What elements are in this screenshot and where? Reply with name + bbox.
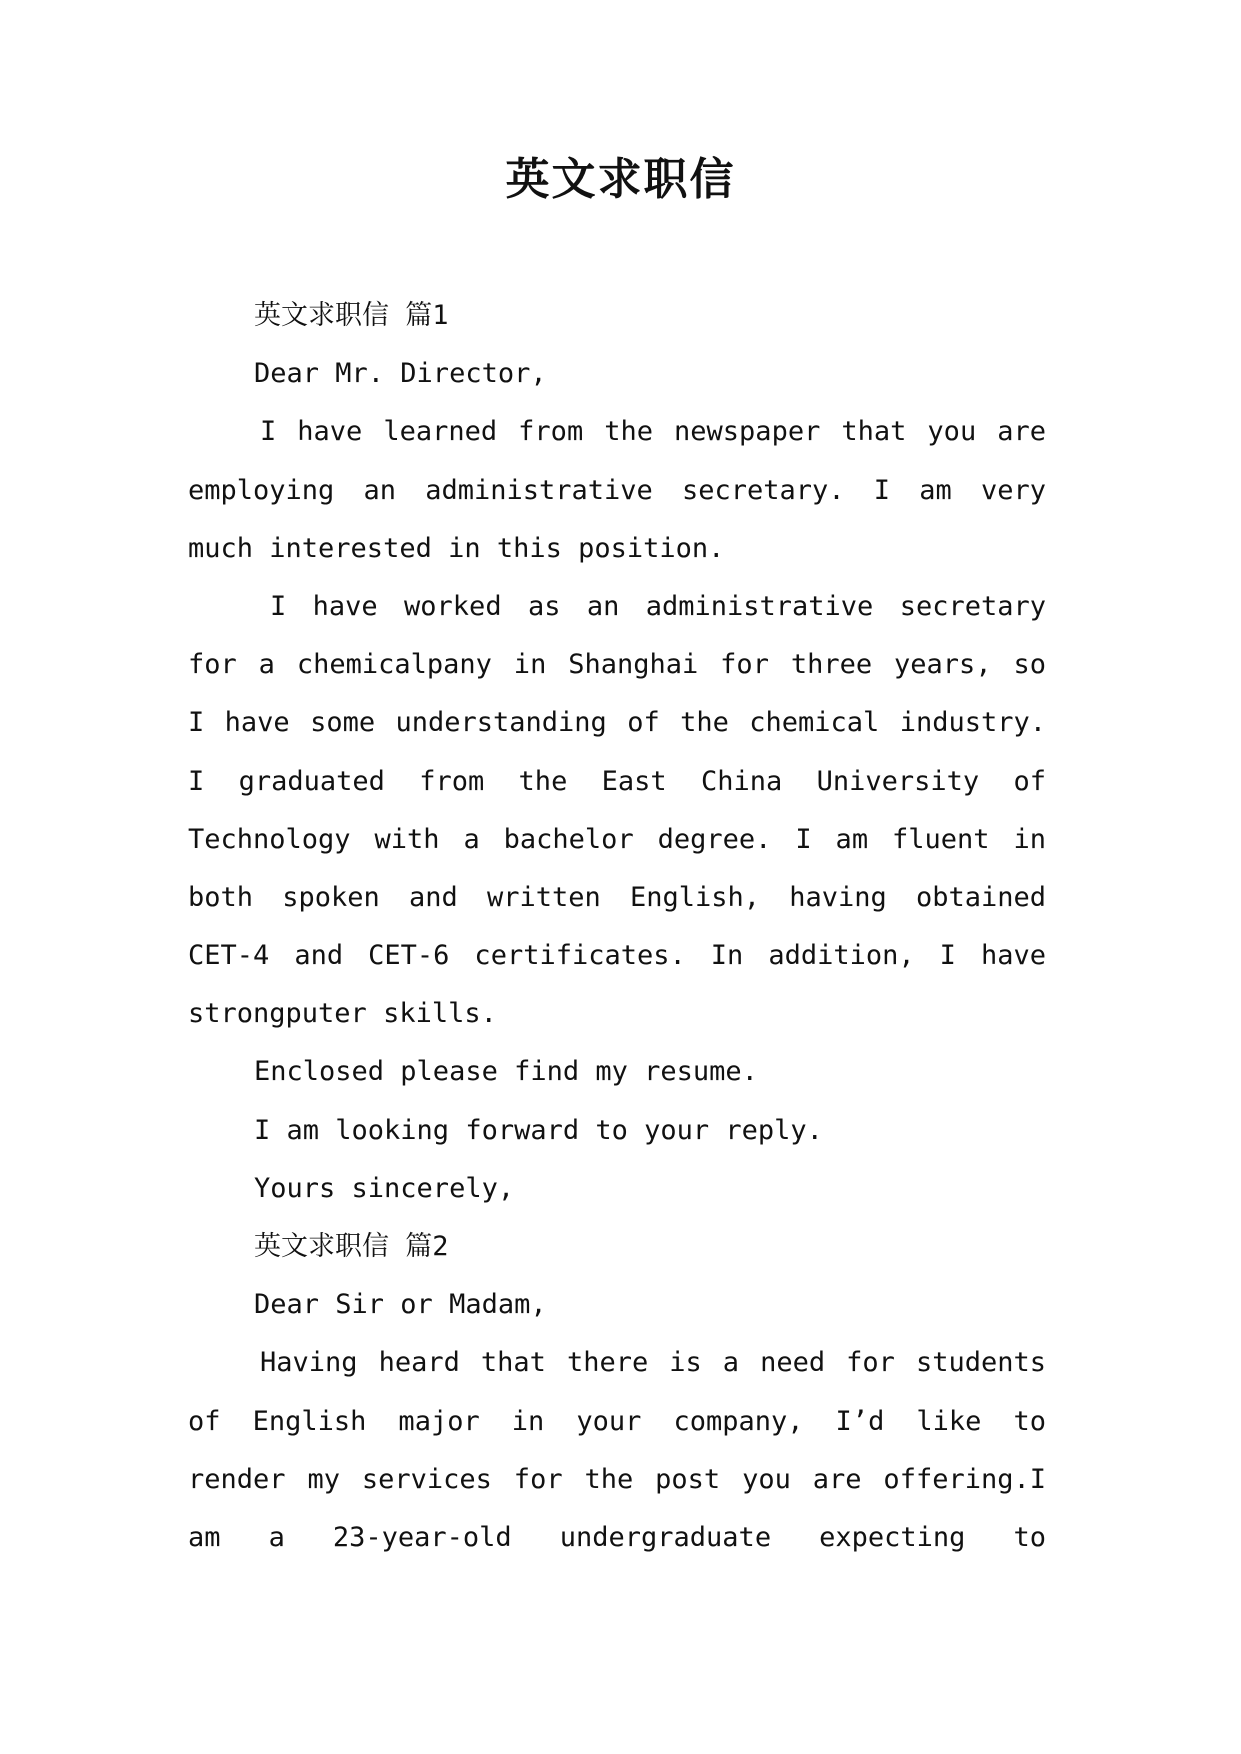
body-line: both spoken and written English, having obtained bbox=[188, 881, 1046, 913]
closing: Yours sincerely, bbox=[254, 1172, 515, 1204]
document-body bbox=[188, 287, 1046, 1567]
body-line: for a chemicalpany in Shanghai for three years, so bbox=[188, 649, 1046, 681]
body-line: I have learned from the newspaper that you are bbox=[260, 416, 1046, 448]
section-heading-2: 英文求职信 篇2 bbox=[254, 1231, 449, 1262]
body-line: Enclosed please find my resume. bbox=[254, 1056, 758, 1088]
body-line: I graduated from the East China University of bbox=[188, 765, 1046, 797]
body-line: render my services for the post you are offering.I bbox=[188, 1463, 1046, 1495]
body-line: I am looking forward to your reply. bbox=[254, 1114, 823, 1146]
document-title: 英文求职信 bbox=[505, 154, 736, 205]
section-heading-1: 英文求职信 篇1 bbox=[254, 300, 449, 331]
body-line: of English major in your company, I’d like to bbox=[188, 1405, 1046, 1437]
salutation-2: Dear Sir or Madam, bbox=[254, 1289, 547, 1321]
body-line: I have some understanding of the chemical industry. bbox=[188, 707, 1046, 739]
body-line: CET-4 and CET-6 certificates. In addition, I have bbox=[188, 940, 1046, 972]
body-line: much interested in this position. bbox=[188, 532, 725, 564]
body-line: Having heard that there is a need for students bbox=[260, 1347, 1046, 1379]
salutation-1: Dear Mr. Director, bbox=[254, 358, 547, 390]
body-line: I have worked as an administrative secretary bbox=[270, 590, 1046, 622]
body-line: strongputer skills. bbox=[188, 998, 497, 1030]
body-line: am a 23-year-old undergraduate expecting to bbox=[188, 1521, 1046, 1553]
body-line: Technology with a bachelor degree. I am fluent in bbox=[188, 823, 1046, 855]
body-line: employing an administrative secretary. I am very bbox=[188, 474, 1046, 506]
